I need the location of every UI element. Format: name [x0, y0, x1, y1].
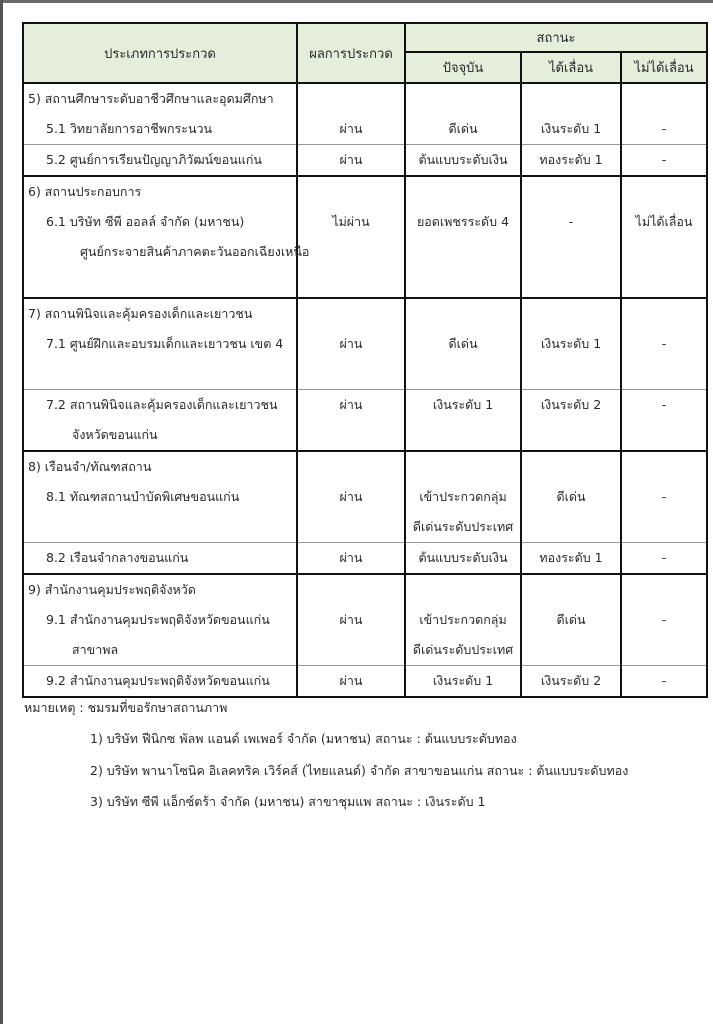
blank-line: [622, 452, 706, 482]
current-status-cell: [405, 451, 521, 543]
result-cell: [297, 666, 405, 698]
group-title: 6) สถานประกอบการ: [28, 184, 142, 199]
not-promoted-cell: [621, 176, 707, 298]
blank-line: [622, 575, 706, 605]
item-name: 6.1 บริษัท ซีพี ออลล์ จำกัด (มหาชน): [46, 214, 245, 229]
result-cell: [297, 145, 405, 177]
category-cell: [23, 666, 297, 698]
promoted-cell: [521, 574, 621, 666]
not-promoted-cell: [621, 390, 707, 452]
promoted-cell: [521, 666, 621, 698]
header-current: ปัจจุบัน: [405, 52, 521, 83]
result-cell-text: ผ่าน: [339, 121, 363, 136]
current-status-cell: [405, 176, 521, 298]
current-status-cell: [405, 574, 521, 666]
current-status-cell-text: ดีเด่น: [448, 336, 478, 351]
not-promoted-cell: [621, 666, 707, 698]
promoted-cell: [521, 543, 621, 575]
header-not-promoted: ไม่ได้เลื่อน: [621, 52, 707, 83]
not-promoted-cell: [621, 574, 707, 666]
table-row: [23, 145, 707, 177]
note-item: 2) บริษัท พานาโซนิค อิเลคทริค เวิร์คส์ (ไทยแลนด์) จำกัด สาขาขอนแก่น สถานะ : ต้นแบบระดับทอง: [90, 763, 629, 778]
result-cell-text: ผ่าน: [339, 612, 363, 627]
promoted-cell-text: เงินระดับ 1: [540, 121, 602, 136]
current-status-cell: [405, 666, 521, 698]
not-promoted-cell: [621, 83, 707, 145]
blank-line: [522, 177, 620, 207]
current-status-cell-text: เข้าประกวดกลุ่ม: [419, 489, 507, 504]
not-promoted-cell-text: -: [661, 673, 667, 688]
blank-line: [298, 299, 404, 329]
not-promoted-cell-text: -: [661, 550, 667, 565]
result-cell-text: ผ่าน: [339, 152, 363, 167]
item-name: 5.1 วิทยาลัยการอาชีพกระนวน: [46, 121, 213, 136]
blank-line: [406, 299, 520, 329]
result-cell: [297, 451, 405, 543]
blank-line: [406, 575, 520, 605]
blank-line: [298, 84, 404, 114]
category-cell: [23, 298, 297, 390]
not-promoted-cell: [621, 543, 707, 575]
blank-line: [406, 177, 520, 207]
results-table: [22, 22, 708, 698]
group-title: 8) เรือนจำ/ทัณฑสถาน: [28, 459, 152, 474]
current-status-cell-text: เงินระดับ 1: [432, 673, 494, 688]
category-cell: [23, 145, 297, 177]
result-cell: [297, 574, 405, 666]
table-row: [23, 543, 707, 575]
item-name: 9.2 สำนักงานคุมประพฤติจังหวัดขอนแก่น: [46, 673, 270, 688]
result-cell-text: ไม่ผ่าน: [332, 214, 370, 229]
result-cell-text: ผ่าน: [339, 550, 363, 565]
promoted-cell: [521, 390, 621, 452]
result-cell-text: ผ่าน: [339, 673, 363, 688]
item-name: 8.2 เรือนจำกลางขอนแก่น: [46, 550, 189, 565]
current-status-cell-text: เงินระดับ 1: [432, 397, 494, 412]
current-status-cell-text: ดีเด่นระดับประเทศ: [412, 642, 514, 657]
not-promoted-cell-text: -: [661, 121, 667, 136]
note-item: 1) บริษัท ฟีนิกซ พัลพ แอนด์ เพเพอร์ จำกัด (มหาชน) สถานะ : ต้นแบบระดับทอง: [90, 731, 517, 746]
current-status-cell: [405, 390, 521, 452]
blank-line: [622, 84, 706, 114]
header-result: ผลการประกวด: [297, 23, 405, 83]
not-promoted-cell-text: ไม่ได้เลื่อน: [635, 214, 693, 229]
result-cell: [297, 176, 405, 298]
result-cell-text: ผ่าน: [339, 336, 363, 351]
blank-line: [522, 575, 620, 605]
blank-line: [24, 267, 296, 297]
promoted-cell-text: -: [568, 214, 574, 229]
header-status-group: สถานะ: [405, 23, 707, 52]
not-promoted-cell-text: -: [661, 397, 667, 412]
group-title: 7) สถานพินิจและคุ้มครองเด็กและเยาวชน: [28, 306, 253, 321]
promoted-cell-text: ทองระดับ 1: [539, 550, 603, 565]
table-row: [23, 390, 707, 452]
promoted-cell: [521, 145, 621, 177]
not-promoted-cell: [621, 145, 707, 177]
item-name: 7.1 ศูนย์ฝึกและอบรมเด็กและเยาวชน เขต 4: [46, 336, 284, 351]
blank-line: [406, 452, 520, 482]
current-status-cell-text: ดีเด่นระดับประเทศ: [412, 519, 514, 534]
category-cell: [23, 390, 297, 452]
blank-line: [522, 299, 620, 329]
result-cell: [297, 298, 405, 390]
table-row: [23, 574, 707, 666]
blank-line: [622, 299, 706, 329]
item-name: 8.1 ทัณฑสถานบำบัดพิเศษขอนแก่น: [46, 489, 240, 504]
header-category: ประเภทการประกวด: [23, 23, 297, 83]
current-status-cell-text: ยอดเพชรระดับ 4: [416, 214, 510, 229]
note-title: หมายเหตุ : ชมรมที่ขอรักษาสถานภาพ: [24, 700, 228, 715]
item-name: สาขาพล: [72, 642, 119, 657]
blank-line: [622, 177, 706, 207]
result-cell: [297, 83, 405, 145]
promoted-cell-text: เงินระดับ 1: [540, 336, 602, 351]
not-promoted-cell: [621, 451, 707, 543]
header-row: [23, 23, 707, 52]
not-promoted-cell-text: -: [661, 489, 667, 504]
current-status-cell-text: เข้าประกวดกลุ่ม: [419, 612, 507, 627]
table-row: [23, 298, 707, 390]
promoted-cell: [521, 451, 621, 543]
promoted-cell-text: ดีเด่น: [556, 489, 586, 504]
page-edge-top: [0, 0, 713, 3]
category-cell: [23, 176, 310, 298]
blank-line: [24, 359, 296, 389]
group-title: 5) สถานศึกษาระดับอาชีวศึกษาและอุดมศึกษา: [28, 91, 274, 106]
table-row: [23, 451, 707, 543]
category-cell: [23, 451, 297, 543]
promoted-cell: [521, 298, 621, 390]
blank-line: [298, 575, 404, 605]
result-cell: [297, 543, 405, 575]
table-body: [23, 83, 707, 697]
item-name: 9.1 สำนักงานคุมประพฤติจังหวัดขอนแก่น: [46, 612, 270, 627]
blank-line: [522, 452, 620, 482]
promoted-cell-text: ดีเด่น: [556, 612, 586, 627]
not-promoted-cell-text: -: [661, 336, 667, 351]
current-status-cell: [405, 83, 521, 145]
result-cell-text: ผ่าน: [339, 489, 363, 504]
promoted-cell-text: ทองระดับ 1: [539, 152, 603, 167]
item-name: 7.2 สถานพินิจและคุ้มครองเด็กและเยาวชน: [46, 397, 278, 412]
item-name: จังหวัดขอนแก่น: [72, 427, 158, 442]
item-name: 5.2 ศูนย์การเรียนปัญญาภิวัฒน์ขอนแก่น: [46, 152, 262, 167]
category-cell: [23, 574, 297, 666]
not-promoted-cell: [621, 298, 707, 390]
not-promoted-cell-text: -: [661, 612, 667, 627]
result-cell-text: ผ่าน: [339, 397, 363, 412]
category-cell: [23, 543, 297, 575]
current-status-cell-text: ต้นแบบระดับเงิน: [418, 152, 508, 167]
current-status-cell-text: ต้นแบบระดับเงิน: [418, 550, 508, 565]
blank-line: [522, 84, 620, 114]
promoted-cell: [521, 83, 621, 145]
category-cell: [23, 83, 297, 145]
table-row: [23, 83, 707, 145]
item-name: ศูนย์กระจายสินค้าภาคตะวันออกเฉียงเหนือ: [80, 244, 310, 259]
current-status-cell-text: ดีเด่น: [448, 121, 478, 136]
promoted-cell-text: เงินระดับ 2: [540, 397, 602, 412]
not-promoted-cell-text: -: [661, 152, 667, 167]
blank-line: [298, 177, 404, 207]
group-title: 9) สำนักงานคุมประพฤติจังหวัด: [28, 582, 196, 597]
result-cell: [297, 390, 405, 452]
promoted-cell: [521, 176, 621, 298]
current-status-cell: [405, 298, 521, 390]
note-item: 3) บริษัท ซีพี แอ็กซ์ตร้า จำกัด (มหาชน) สาขาชุมแพ สถานะ : เงินระดับ 1: [90, 794, 486, 809]
blank-line: [406, 84, 520, 114]
table-row: [23, 176, 707, 298]
table-row: [23, 666, 707, 698]
current-status-cell: [405, 543, 521, 575]
header-promoted: ได้เลื่อน: [521, 52, 621, 83]
blank-line: [298, 452, 404, 482]
current-status-cell: [405, 145, 521, 177]
page-edge-left: [0, 0, 3, 1024]
promoted-cell-text: เงินระดับ 2: [540, 673, 602, 688]
